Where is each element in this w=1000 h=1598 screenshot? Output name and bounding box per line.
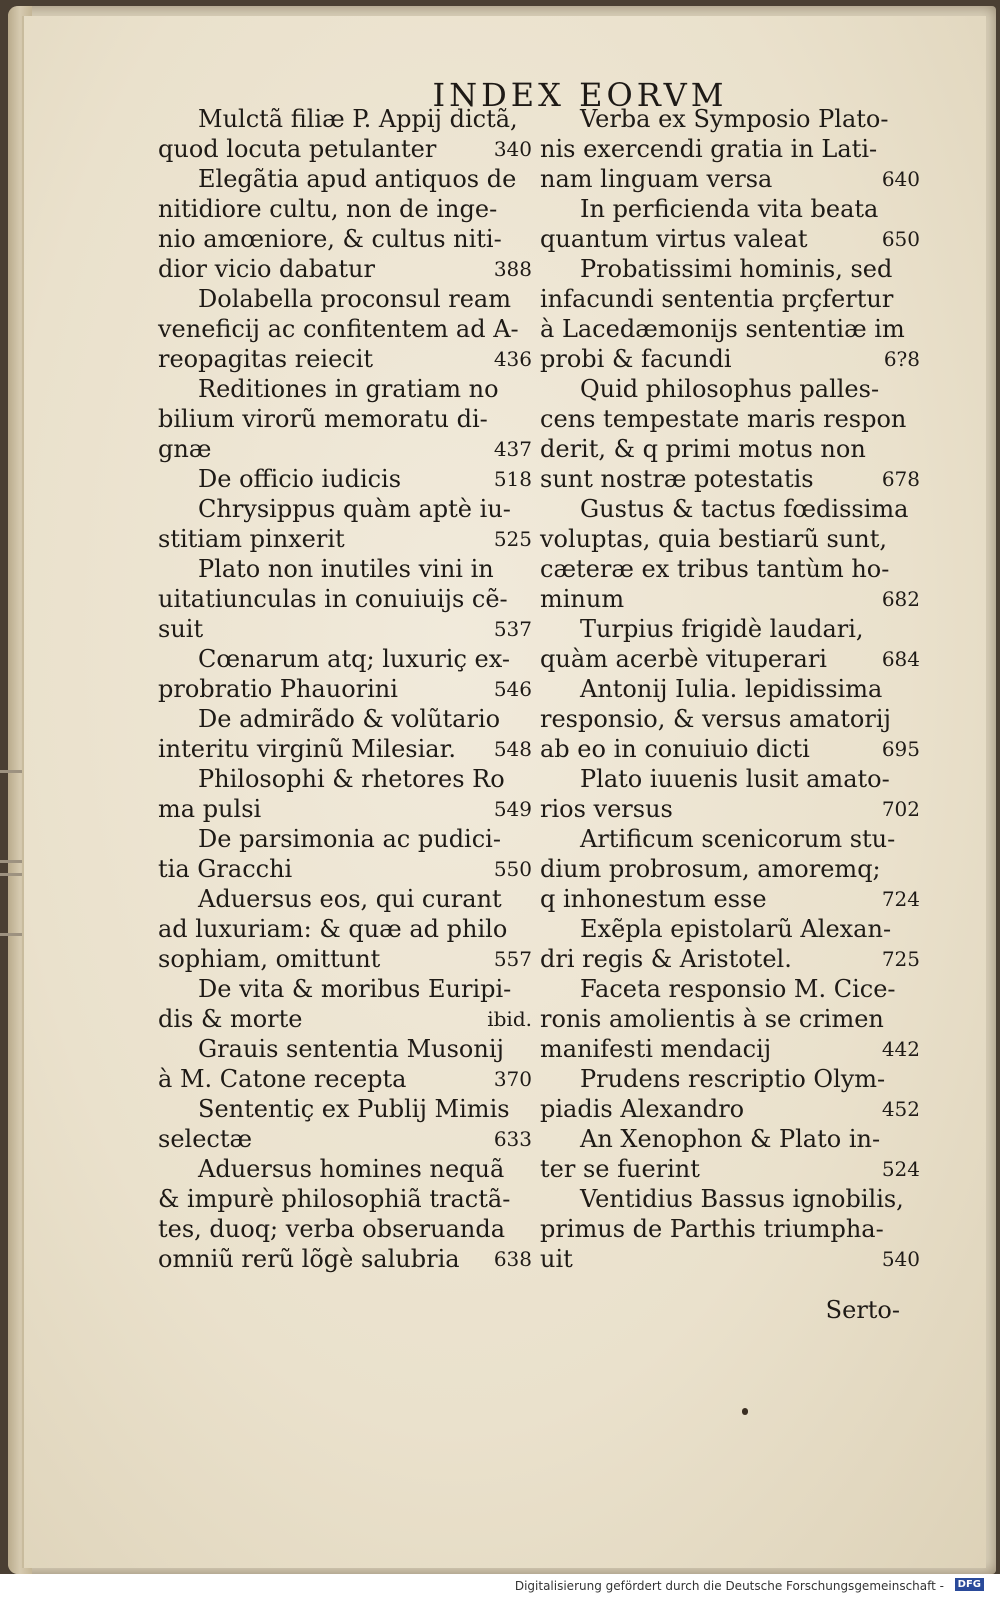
entry-text: veneficij ac confitentem ad A- <box>158 315 519 343</box>
index-entry-line <box>158 464 540 494</box>
index-entry-line <box>158 434 540 464</box>
entry-text: omniũ rerũ lõgè salubria <box>158 1245 460 1273</box>
index-entry-line <box>540 644 920 674</box>
page-reference: 546 <box>493 677 532 701</box>
index-entry-line <box>158 1124 540 1154</box>
entry-text: manifesti mendacij <box>540 1035 772 1063</box>
index-entry-line <box>158 554 540 584</box>
page-reference: 550 <box>493 857 532 881</box>
index-entry-line <box>158 794 540 824</box>
entry-text: ronis amolientis à se crimen <box>540 1005 884 1033</box>
entry-text: selectæ <box>158 1125 253 1153</box>
index-entry-line <box>158 1004 540 1034</box>
index-entry-line <box>158 314 540 344</box>
index-entry-line <box>158 1244 540 1274</box>
entry-text: Probatissimi hominis, sed <box>580 255 893 283</box>
index-entry-line <box>540 1094 920 1124</box>
entry-text: Quid philosophus palles- <box>580 375 880 403</box>
index-entry-line <box>158 1184 540 1214</box>
index-entry-line <box>158 134 540 164</box>
entry-text: Sententiç ex Publij Mimis <box>198 1095 510 1123</box>
index-entry-line <box>158 944 540 974</box>
entry-text: derit, & q primi motus non <box>540 435 866 463</box>
entry-text: dri regis & Aristotel. <box>540 945 792 973</box>
index-entry-line <box>540 854 920 884</box>
entry-text: cæteræ ex tribus tantùm ho- <box>540 555 890 583</box>
page-reference: 540 <box>881 1247 920 1271</box>
entry-text: probi & facundi <box>540 345 732 373</box>
index-entry-line <box>540 224 920 254</box>
index-entry-line <box>540 494 920 524</box>
entry-text: cens tempestate maris respon <box>540 405 907 433</box>
entry-text: ab eo in conuiuio dicti <box>540 735 810 763</box>
entry-text: Reditiones in gratiam no <box>198 375 499 403</box>
index-entry-line <box>540 914 920 944</box>
index-entry-line <box>540 1214 920 1244</box>
index-entry-line <box>158 1034 540 1064</box>
index-entry-line <box>540 944 920 974</box>
entry-text: & impurè philosophiã tractã- <box>158 1185 511 1213</box>
entry-text: Artificum scenicorum stu- <box>580 825 896 853</box>
page-reference: 537 <box>493 617 532 641</box>
index-entry-line <box>540 1244 920 1274</box>
entry-text: ma pulsi <box>158 795 262 823</box>
entry-text: probratio Phauorini <box>158 675 398 703</box>
page-reference: 633 <box>493 1127 532 1151</box>
entry-text: nis exercendi gratia in Lati- <box>540 135 878 163</box>
index-entry-line <box>158 974 540 1004</box>
index-entry-line <box>540 584 920 614</box>
entry-text: Gustus & tactus fœdissima <box>580 495 909 523</box>
index-column-left <box>158 104 540 1274</box>
entry-text: bilium virorũ memoratu di- <box>158 405 488 433</box>
index-entry-line <box>158 584 540 614</box>
index-entry-line <box>158 674 540 704</box>
entry-text: quod locuta petulanter <box>158 135 437 163</box>
page-reference: 557 <box>493 947 532 971</box>
entry-text: responsio, & versus amatorij <box>540 705 891 733</box>
index-entry-line <box>158 224 540 254</box>
entry-text: ter se fuerint <box>540 1155 700 1183</box>
page-reference: 340 <box>493 137 532 161</box>
index-entry-line <box>540 134 920 164</box>
page-reference: ibid. <box>487 1007 532 1031</box>
entry-text: Mulctã filiæ P. Appij dictã, <box>198 105 518 133</box>
entry-text: ad luxuriam: & quæ ad philo <box>158 915 508 943</box>
entry-text: Elegãtia apud antiquos de <box>198 165 517 193</box>
entry-text: à M. Catone recepta <box>158 1065 407 1093</box>
index-entry-line <box>158 104 540 134</box>
entry-text: dis & morte <box>158 1005 303 1033</box>
index-entry-line <box>158 494 540 524</box>
entry-text: sophiam, omittunt <box>158 945 381 973</box>
entry-text: primus de Parthis triumpha- <box>540 1215 884 1243</box>
entry-text: uit <box>540 1245 573 1273</box>
index-entry-line <box>158 734 540 764</box>
page-reference: 724 <box>881 887 920 911</box>
entry-text: nam linguam versa <box>540 165 773 193</box>
index-entry-line <box>158 614 540 644</box>
page-reference: 702 <box>881 797 920 821</box>
entry-text: De admirãdo & volũtario <box>198 705 501 733</box>
page-reference: 437 <box>493 437 532 461</box>
page-reference: 695 <box>881 737 920 761</box>
entry-text: interitu virginũ Milesiar. <box>158 735 457 763</box>
entry-text: Dolabella proconsul ream <box>198 285 511 313</box>
entry-text: Plato iuuenis lusit amato- <box>580 765 890 793</box>
entry-text: rios versus <box>540 795 673 823</box>
entry-text: De officio iudicis <box>198 465 402 493</box>
index-entry-line <box>540 764 920 794</box>
entry-text: infacundi sententia prçfertur <box>540 285 894 313</box>
entry-text: à Lacedæmonijs sententiæ im <box>540 315 905 343</box>
index-column-right <box>540 104 920 1274</box>
page-reference: 725 <box>881 947 920 971</box>
index-entry-line <box>540 1034 920 1064</box>
entry-text: Antonij Iulia. lepidissima <box>580 675 883 703</box>
page-reference: 442 <box>881 1037 920 1061</box>
index-entry-line <box>158 1094 540 1124</box>
entry-text: Ventidius Bassus ignobilis, <box>580 1185 904 1213</box>
dfg-logo-icon: DFG <box>955 1578 984 1591</box>
index-entry-line <box>540 614 920 644</box>
entry-text: reopagitas reiecit <box>158 345 374 373</box>
index-entry-line <box>158 374 540 404</box>
index-entry-line <box>540 884 920 914</box>
page-reference: 518 <box>493 467 532 491</box>
index-entry-line <box>158 704 540 734</box>
index-entry-line <box>158 824 540 854</box>
catchword: Serto- <box>825 1296 900 1324</box>
entry-text: Faceta responsio M. Cice- <box>580 975 896 1003</box>
page-reference: 684 <box>881 647 920 671</box>
entry-text: quàm acerbè vituperari <box>540 645 827 673</box>
index-entry-line <box>158 644 540 674</box>
index-entry-line <box>540 524 920 554</box>
index-entry-line <box>540 1184 920 1214</box>
index-entry-line <box>540 974 920 1004</box>
index-entry-line <box>158 884 540 914</box>
index-entry-line <box>158 254 540 284</box>
index-entry-line <box>158 404 540 434</box>
index-entry-line <box>540 314 920 344</box>
page-reference: 525 <box>493 527 532 551</box>
index-entry-line <box>158 194 540 224</box>
index-entry-line <box>540 734 920 764</box>
entry-text: gnæ <box>158 435 212 463</box>
entry-text: Prudens rescriptio Olym- <box>580 1065 886 1093</box>
footer-credit: Digitalisierung gefördert durch die Deutsche Forschungsgemeinschaft - <box>514 1579 944 1593</box>
entry-text: Philosophi & rhetores Ro <box>198 765 505 793</box>
index-entry-line <box>158 854 540 884</box>
index-entry-line <box>540 554 920 584</box>
running-header: INDEX EORVM <box>432 76 728 114</box>
page-reference: 650 <box>881 227 920 251</box>
entry-text: dium probrosum, amoremq; <box>540 855 881 883</box>
entry-text: nitidiore cultu, non de inge- <box>158 195 498 223</box>
index-entry-line <box>158 1064 540 1094</box>
entry-text: nio amœniore, & cultus niti- <box>158 225 502 253</box>
page-reference: 524 <box>881 1157 920 1181</box>
index-entry-line <box>540 434 920 464</box>
index-entry-line <box>158 1214 540 1244</box>
index-entry-line <box>540 254 920 284</box>
index-entry-line <box>158 1154 540 1184</box>
digitization-footer <box>0 1574 1000 1598</box>
page-reference: 388 <box>493 257 532 281</box>
index-entry-line <box>158 524 540 554</box>
page-reference: 6?8 <box>883 347 920 371</box>
index-entry-line <box>540 194 920 224</box>
entry-text: quantum virtus valeat <box>540 225 808 253</box>
entry-text: uitatiunculas in conuiuijs cẽ- <box>158 585 508 613</box>
index-entry-line <box>540 1004 920 1034</box>
entry-text: tia Gracchi <box>158 855 293 883</box>
index-entry-line <box>540 464 920 494</box>
entry-text: Cœnarum atq; luxuriç ex- <box>198 645 510 673</box>
entry-text: An Xenophon & Plato in- <box>580 1125 881 1153</box>
entry-text: Verba ex Symposio Plato- <box>580 105 889 133</box>
entry-text: De parsimonia ac pudici- <box>198 825 501 853</box>
entry-text: In perficienda vita beata <box>580 195 879 223</box>
entry-text: suit <box>158 615 204 643</box>
index-entry-line <box>540 284 920 314</box>
page-reference: 370 <box>493 1067 532 1091</box>
index-entry-line <box>540 1064 920 1094</box>
page-reference: 682 <box>881 587 920 611</box>
index-entry-line <box>540 344 920 374</box>
index-entry-line <box>540 1154 920 1184</box>
entry-text: Aduersus homines nequã <box>198 1155 505 1183</box>
index-entry-line <box>540 374 920 404</box>
page-reference: 548 <box>493 737 532 761</box>
entry-text: Grauis sententia Musonij <box>198 1035 504 1063</box>
index-entry-line <box>158 344 540 374</box>
index-entry-line <box>540 794 920 824</box>
index-entry-line <box>540 824 920 854</box>
entry-text: piadis Alexandro <box>540 1095 745 1123</box>
index-entry-line <box>540 704 920 734</box>
entry-text: Chrysippus quàm aptè iu- <box>198 495 511 523</box>
page-reference: 436 <box>493 347 532 371</box>
index-entry-line <box>540 404 920 434</box>
page-reference: 549 <box>493 797 532 821</box>
index-entry-line <box>540 1124 920 1154</box>
page-reference: 640 <box>881 167 920 191</box>
page-reference: 638 <box>493 1247 532 1271</box>
page-reference: 452 <box>881 1097 920 1121</box>
index-entry-line <box>540 164 920 194</box>
entry-text: q inhonestum esse <box>540 885 767 913</box>
entry-text: stitiam pinxerit <box>158 525 345 553</box>
index-entry-line <box>158 164 540 194</box>
entry-text: tes, duoq; verba obseruanda <box>158 1215 506 1243</box>
entry-text: De vita & moribus Euripi- <box>198 975 512 1003</box>
entry-text: Exẽpla epistolarũ Alexan- <box>580 915 892 943</box>
entry-text: Turpius frigidè laudari, <box>580 615 864 643</box>
entry-text: Plato non inutiles vini in <box>198 555 494 583</box>
entry-text: Aduersus eos, qui curant <box>198 885 502 913</box>
page-reference: 678 <box>881 467 920 491</box>
index-entry-line <box>158 914 540 944</box>
index-entry-line <box>540 104 920 134</box>
index-entry-line <box>158 764 540 794</box>
entry-text: minum <box>540 585 625 613</box>
index-entry-line <box>540 674 920 704</box>
entry-text: sunt nostræ potestatis <box>540 465 814 493</box>
ink-speck <box>742 1408 748 1415</box>
index-entry-line <box>158 284 540 314</box>
entry-text: voluptas, quia bestiarũ sunt, <box>540 525 888 553</box>
entry-text: dior vicio dabatur <box>158 255 375 283</box>
